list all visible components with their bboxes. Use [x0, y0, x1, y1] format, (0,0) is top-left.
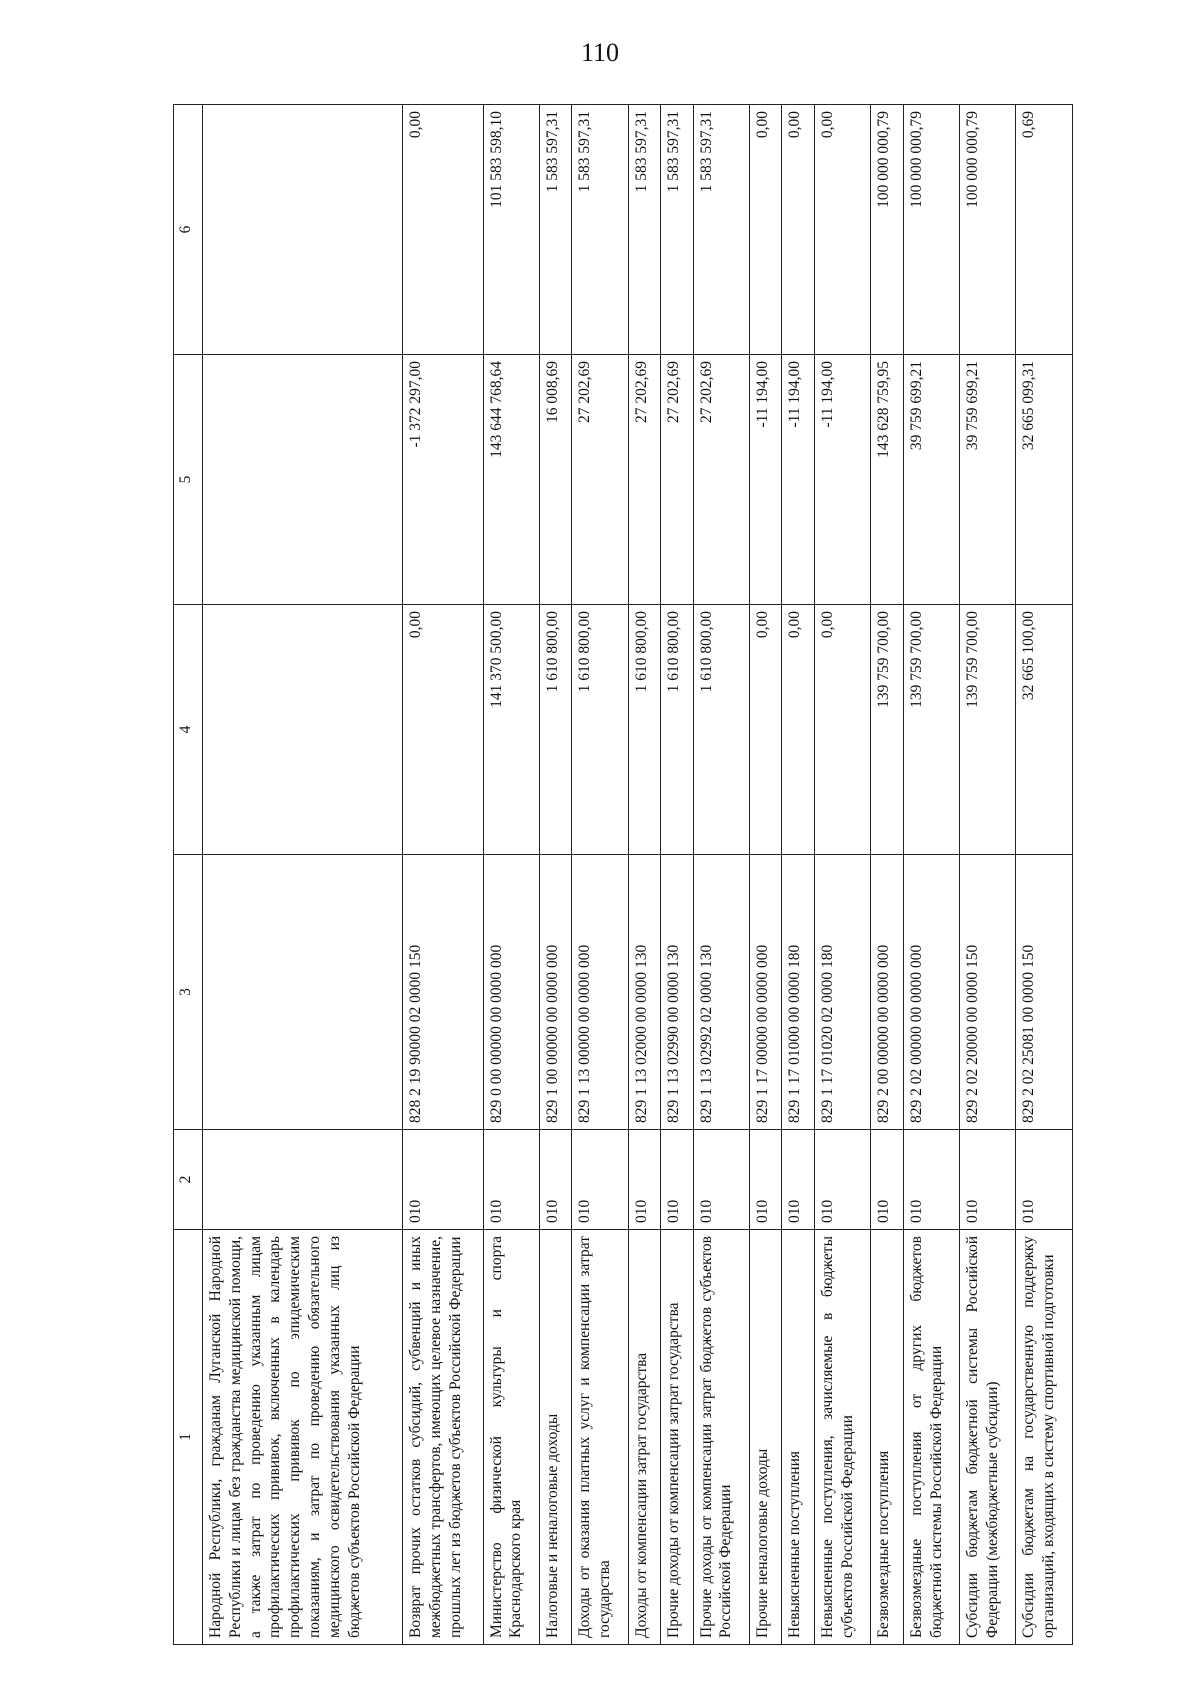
row-code: 010 [661, 1130, 693, 1230]
row-kbk: 829 1 00 00000 00 0000 000 [539, 855, 571, 1130]
row-value-col4: 1 610 800,00 [572, 605, 628, 855]
row-value-col5: -1 372 297,00 [403, 355, 483, 605]
row-code: 010 [960, 1130, 1016, 1230]
row-value-col5: 16 008,69 [539, 355, 571, 605]
row-kbk [203, 855, 403, 1130]
row-value-col6: 0,00 [403, 105, 483, 355]
row-code: 010 [782, 1130, 814, 1230]
row-value-col5: -11 194,00 [782, 355, 814, 605]
row-value-col4: 139 759 700,00 [871, 605, 903, 855]
row-value-col4: 1 610 800,00 [539, 605, 571, 855]
row-kbk: 829 1 13 02990 00 0000 130 [661, 855, 693, 1130]
row-value-col4: 0,00 [782, 605, 814, 855]
row-code: 010 [750, 1130, 782, 1230]
table-row [871, 105, 903, 1645]
row-name: Народной Республики, гражданам Луганской Народной Республики и лицам без гражданства медицинской помощи, а также затрат по проведению указанным лицам профилактических прививок, включенных в календарь профилактических прививок по эпидемическим показаниям, и затрат по проведению обязательного медицинского освидетельствования указанных лиц из бюджетов субъектов Российской Федерации [203, 1230, 403, 1645]
row-value-col4: 1 610 800,00 [693, 605, 749, 855]
row-kbk: 829 2 02 25081 00 0000 150 [1016, 855, 1073, 1130]
row-value-col6: 100 000 000,79 [960, 105, 1016, 355]
row-value-col5: 143 628 759,95 [871, 355, 903, 605]
table-row [960, 105, 1016, 1645]
table-row [750, 105, 782, 1645]
row-value-col5: 27 202,69 [628, 355, 660, 605]
row-value-col5: 39 759 699,21 [960, 355, 1016, 605]
row-value-col4: 1 610 800,00 [661, 605, 693, 855]
table-row [572, 105, 628, 1645]
header-col-4: 4 [174, 605, 203, 855]
row-name: Прочие доходы от компенсации затрат государства [661, 1230, 693, 1645]
row-value-col5: 27 202,69 [661, 355, 693, 605]
table-row [693, 105, 749, 1645]
row-value-col5: -11 194,00 [814, 355, 870, 605]
row-value-col5: 39 759 699,21 [903, 355, 959, 605]
page-number: 110 [580, 38, 620, 67]
row-code: 010 [871, 1130, 903, 1230]
row-kbk: 829 1 13 00000 00 0000 000 [572, 855, 628, 1130]
row-value-col4: 0,00 [403, 605, 483, 855]
header-col-5: 5 [174, 355, 203, 605]
row-kbk: 829 2 00 00000 00 0000 000 [871, 855, 903, 1130]
row-value-col5: -11 194,00 [750, 355, 782, 605]
row-value-col5: 27 202,69 [572, 355, 628, 605]
row-code: 010 [814, 1130, 870, 1230]
row-name: Прочие неналоговые доходы [750, 1230, 782, 1645]
header-col-1: 1 [174, 1230, 203, 1645]
row-kbk: 828 2 19 90000 02 0000 150 [403, 855, 483, 1130]
row-kbk: 829 1 17 01020 02 0000 180 [814, 855, 870, 1130]
revenue-table [173, 104, 1073, 1645]
row-value-col5: 143 644 768,64 [483, 355, 539, 605]
row-name: Налоговые и неналоговые доходы [539, 1230, 571, 1645]
header-col-3: 3 [174, 855, 203, 1130]
row-value-col6: 1 583 597,31 [661, 105, 693, 355]
row-value-col6: 101 583 598,10 [483, 105, 539, 355]
row-value-col6 [203, 105, 403, 355]
row-name: Субсидии бюджетам бюджетной системы Российской Федерации (межбюджетные субсидии) [960, 1230, 1016, 1645]
row-value-col6: 100 000 000,79 [871, 105, 903, 355]
row-value-col5: 27 202,69 [693, 355, 749, 605]
row-code: 010 [483, 1130, 539, 1230]
row-value-col6: 1 583 597,31 [628, 105, 660, 355]
row-code: 010 [693, 1130, 749, 1230]
row-code: 010 [403, 1130, 483, 1230]
row-name: Субсидии бюджетам на государственную поддержку организаций, входящих в систему спортивной подготовки [1016, 1230, 1073, 1645]
row-kbk: 829 0 00 00000 00 0000 000 [483, 855, 539, 1130]
row-name: Невыясненные поступления [782, 1230, 814, 1645]
row-value-col4: 0,00 [750, 605, 782, 855]
rotated-table-container [173, 105, 1073, 1645]
row-code: 010 [628, 1130, 660, 1230]
row-value-col6: 1 583 597,31 [693, 105, 749, 355]
table-row [628, 105, 660, 1645]
row-name: Министерство физической культуры и спорта Краснодарского края [483, 1230, 539, 1645]
row-code: 010 [903, 1130, 959, 1230]
row-name: Прочие доходы от компенсации затрат бюджетов субъектов Российской Федерации [693, 1230, 749, 1645]
row-value-col4: 139 759 700,00 [960, 605, 1016, 855]
header-col-2: 2 [174, 1130, 203, 1230]
row-value-col4: 32 665 100,00 [1016, 605, 1073, 855]
row-value-col4: 1 610 800,00 [628, 605, 660, 855]
table-row [403, 105, 483, 1645]
table-row [539, 105, 571, 1645]
row-value-col6: 100 000 000,79 [903, 105, 959, 355]
row-value-col6: 0,00 [750, 105, 782, 355]
row-name: Безвозмездные поступления [871, 1230, 903, 1645]
table-row [1016, 105, 1073, 1645]
row-kbk: 829 1 17 00000 00 0000 000 [750, 855, 782, 1130]
row-value-col6: 0,69 [1016, 105, 1073, 355]
row-name: Безвозмездные поступления от других бюджетов бюджетной системы Российской Федерации [903, 1230, 959, 1645]
table-row [483, 105, 539, 1645]
row-name: Возврат прочих остатков субсидий, субвенций и иных межбюджетных трансфертов, имеющих целевое назначение, прошлых лет из бюджетов субъектов Российской Федерации [403, 1230, 483, 1645]
row-code: 010 [572, 1130, 628, 1230]
row-code [203, 1130, 403, 1230]
row-value-col6: 1 583 597,31 [572, 105, 628, 355]
row-value-col6: 0,00 [814, 105, 870, 355]
row-value-col4 [203, 605, 403, 855]
row-value-col5: 32 665 099,31 [1016, 355, 1073, 605]
header-row [174, 105, 203, 1645]
row-kbk: 829 2 02 20000 00 0000 150 [960, 855, 1016, 1130]
row-kbk: 829 1 13 02992 02 0000 130 [693, 855, 749, 1130]
row-value-col5 [203, 355, 403, 605]
table-row [661, 105, 693, 1645]
row-value-col6: 0,00 [782, 105, 814, 355]
row-value-col6: 1 583 597,31 [539, 105, 571, 355]
table-row [782, 105, 814, 1645]
row-kbk: 829 1 13 02000 00 0000 130 [628, 855, 660, 1130]
row-value-col4: 0,00 [814, 605, 870, 855]
header-col-6: 6 [174, 105, 203, 355]
row-name: Доходы от оказания платных услуг и компенсации затрат государства [572, 1230, 628, 1645]
table-row [903, 105, 959, 1645]
row-code: 010 [1016, 1130, 1073, 1230]
table-row [814, 105, 870, 1645]
row-kbk: 829 2 02 00000 00 0000 000 [903, 855, 959, 1130]
table-row [203, 105, 403, 1645]
row-name: Доходы от компенсации затрат государства [628, 1230, 660, 1645]
row-name: Невыясненные поступления, зачисляемые в бюджеты субъектов Российской Федерации [814, 1230, 870, 1645]
row-kbk: 829 1 17 01000 00 0000 180 [782, 855, 814, 1130]
row-value-col4: 141 370 500,00 [483, 605, 539, 855]
table-body [203, 105, 1073, 1645]
row-code: 010 [539, 1130, 571, 1230]
row-value-col4: 139 759 700,00 [903, 605, 959, 855]
